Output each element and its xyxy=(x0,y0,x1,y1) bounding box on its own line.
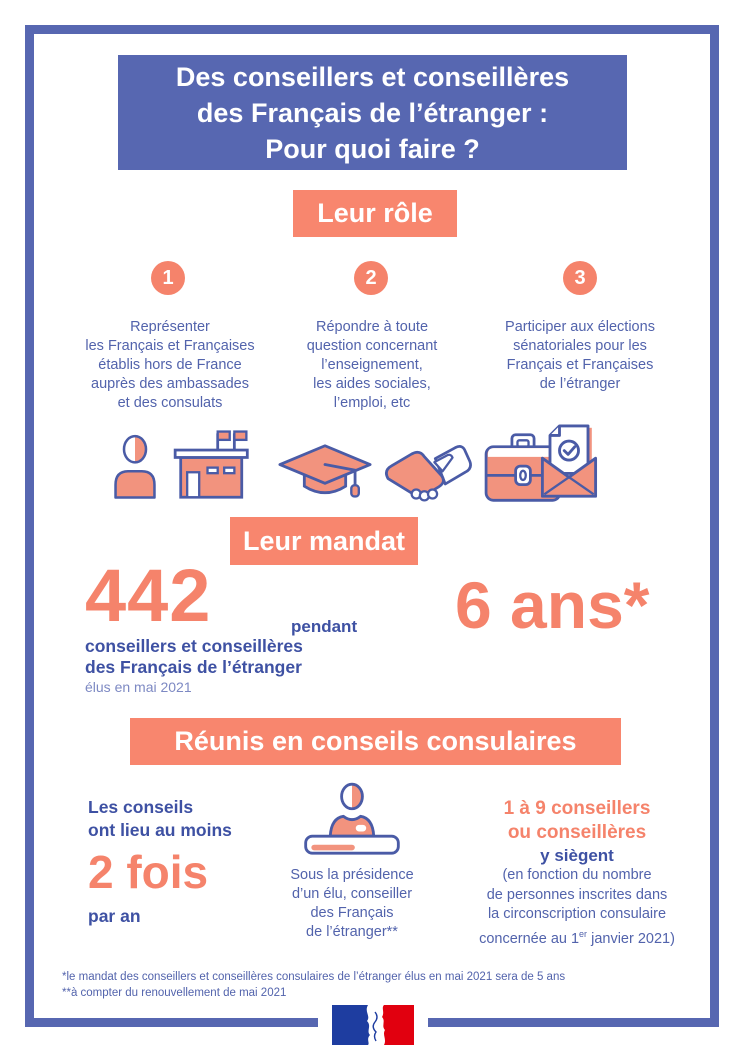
council-frequency-block xyxy=(88,796,232,927)
detail-prefix: concernée au 1 xyxy=(479,930,580,947)
ballot-envelope-icon xyxy=(538,424,600,505)
building-icon xyxy=(169,426,259,505)
councillor-count: 442 xyxy=(85,554,212,637)
role-banner-label: Leur rôle xyxy=(317,198,433,228)
role-icons-2 xyxy=(276,432,564,509)
composition-detail-line: (en fonction du nombre xyxy=(502,867,652,883)
composition-detail-last-line xyxy=(460,925,694,949)
composition-highlight-line: 1 à 9 conseillers xyxy=(503,798,651,819)
footnotes xyxy=(62,970,565,1001)
presidency-line: d’un élu, conseiller xyxy=(291,886,413,902)
handshake-icon xyxy=(382,444,474,509)
role-text-line: Participer aux élections xyxy=(505,319,655,335)
page-title xyxy=(118,55,627,170)
frequency-unit: par an xyxy=(88,906,141,926)
role-icons-1 xyxy=(113,426,259,505)
role-number-badge-3 xyxy=(563,261,597,295)
role-number-badge-2 xyxy=(354,261,388,295)
detail-superscript: er xyxy=(579,928,588,939)
role-section-banner xyxy=(293,190,457,237)
frequency-intro-line: Les conseils xyxy=(88,797,194,817)
person-icon xyxy=(113,434,157,505)
presidency-line: de l’étranger** xyxy=(306,924,398,940)
councils-banner-label: Réunis en conseils consulaires xyxy=(174,726,577,756)
frequency-highlight: 2 fois xyxy=(88,846,209,898)
role-text-line: Représenter xyxy=(130,319,210,335)
footnote-line: **à compter du renouvellement de mai 2021 xyxy=(62,986,287,999)
role-number-badge-1 xyxy=(151,261,185,295)
role-text-line: établis hors de France xyxy=(98,357,242,373)
page-title-line: des Français de l’étranger : xyxy=(196,97,549,128)
detail-suffix: janvier 2021) xyxy=(587,930,675,947)
councillor-count-label-line: conseillers et conseillères xyxy=(85,636,303,656)
composition-detail-line: la circonscription consulaire xyxy=(487,906,667,922)
role-text-line: de l’étranger xyxy=(539,376,621,392)
graduation-cap-icon xyxy=(276,442,374,509)
mandate-count-block xyxy=(85,556,303,696)
role-text-line: l’emploi, etc xyxy=(333,395,411,411)
footnote-line: *le mandat des conseillers et conseillères consulaires de l’étranger élus en mai 2021 sera de 5 ans xyxy=(62,971,566,983)
role-text-line: l’enseignement, xyxy=(321,357,423,373)
role-text-line: les Français et Françaises xyxy=(85,338,255,354)
council-presidency-text xyxy=(272,866,432,942)
mandate-duration: 6 ans* xyxy=(455,568,650,642)
role-text-line: question concernant xyxy=(306,338,438,354)
composition-emphasis: y siègent xyxy=(540,846,614,865)
role-text-line: auprès des ambassades xyxy=(91,376,249,392)
frequency-intro-line: ont lieu au moins xyxy=(88,820,232,840)
marianne-flag-logo xyxy=(318,998,428,1052)
role-item-3-text xyxy=(487,318,673,394)
role-text-line: les aides sociales, xyxy=(313,376,431,392)
role-icons-3 xyxy=(538,424,600,505)
role-item-1-text xyxy=(80,318,260,413)
page-title-line: Pour quoi faire ? xyxy=(265,133,480,164)
mandate-banner-label: Leur mandat xyxy=(242,525,406,556)
role-text-line: Français et Françaises xyxy=(506,357,654,373)
presidency-line: des Français xyxy=(310,905,394,921)
role-number-3: 3 xyxy=(574,266,586,289)
council-composition-block xyxy=(460,797,694,949)
role-text-line: et des consulats xyxy=(117,395,223,411)
councillor-count-label-line: des Français de l’étranger xyxy=(85,656,302,677)
composition-highlight-line: ou conseillères xyxy=(507,822,647,843)
role-item-2-text xyxy=(282,318,462,413)
page-title-line: Des conseillers et conseillères xyxy=(175,61,570,92)
composition-detail-line: de personnes inscrites dans xyxy=(486,886,668,903)
mandate-connector: pendant xyxy=(291,617,358,636)
presidency-line: Sous la présidence xyxy=(290,867,414,883)
role-number-1: 1 xyxy=(162,266,174,289)
councillor-count-sub: élus en mai 2021 xyxy=(85,679,192,695)
role-number-2: 2 xyxy=(365,266,377,289)
role-text-line: sénatoriales pour les xyxy=(513,338,647,354)
role-text-line: Répondre à toute xyxy=(315,319,429,335)
president-desk-icon xyxy=(300,782,404,867)
councils-section-banner xyxy=(130,718,621,765)
